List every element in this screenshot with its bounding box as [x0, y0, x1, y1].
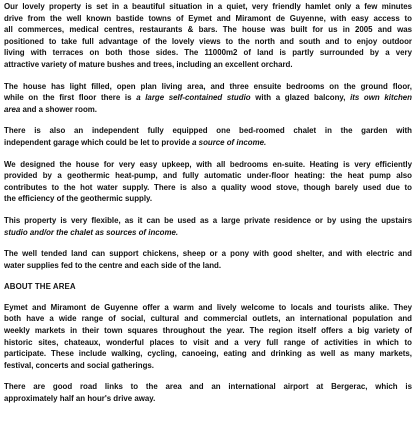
italic-emphasis: a large self-contained studio — [136, 93, 251, 103]
text-line: positioned to take full advantage of the lovely views to the north and south and to enjoy outdoor — [4, 36, 412, 46]
text-line: Our lovely property is set in a beautiful situation in a quiet, very friendly hamlet only a few minutes — [4, 2, 412, 11]
text-line: studio and/or the chalet as sources of income. — [4, 227, 179, 237]
paragraph-flexibility — [4, 215, 412, 238]
paragraph-transport — [4, 381, 412, 404]
text-span: while on the first floor there is — [4, 93, 137, 103]
text-line: approximately half an hour's drive away. — [4, 394, 156, 404]
text-line: This property is very flexible, as it can be used as a large private residence or by using the upstairs — [4, 215, 412, 225]
text-line: contributes to the hot water supply. There is also a quality wood stove, though barely used due to — [4, 182, 412, 192]
italic-emphasis: its own kitchen — [350, 93, 413, 103]
text-line: attractive variety of mature bushes and trees, including an excellent orchard. — [4, 59, 293, 69]
text-line: the efficiency of the geothermic supply. — [4, 194, 153, 204]
paragraph-land — [4, 248, 412, 271]
text-line: provided by a geothermic heat-pump, and fully automatic under-floor heating: the heat pump also — [4, 171, 412, 181]
italic-emphasis: area — [4, 104, 21, 114]
paragraph-house-layout — [4, 81, 412, 116]
text-line — [4, 137, 412, 149]
text-line: drive from the well known bastide towns of Eymet and Miramont de Guyenne, with easy access to — [4, 13, 412, 23]
text-line: water supplies fed to the centre and each side of the land. — [4, 260, 222, 270]
paragraph-property-intro — [4, 1, 412, 71]
text-line: living with terraces on both those sides. The 11000m2 of land is partly surrounded by a very — [4, 48, 412, 58]
text-line: The house has light filled, open plan living area, and three ensuite bedrooms on the ground floor, — [4, 81, 412, 91]
text-line: Eymet and Miramont de Guyenne offer a warm and lively welcome to locals and tourists alike. They — [4, 302, 412, 312]
text-line: weekly markets in their town squares throughout the year. The region itself offers a big variety of — [4, 326, 412, 336]
text-span: independent garage which could be let to provide — [4, 137, 193, 147]
text-line — [4, 104, 412, 116]
text-line: There is also an independent fully equipped one bed-roomed chalet in the garden with — [4, 126, 412, 136]
text-line: participate. These include walking, cycling, canoeing, eating and drinking as well as many markets, — [4, 349, 412, 359]
text-line: both have a wide range of social, cultural and commercial outlets, an international population and — [4, 314, 412, 324]
text-line — [4, 92, 412, 104]
text-line: festival, concerts and social gatherings. — [4, 360, 154, 370]
text-line: There are good road links to the area and an international airport at Bergerac, which is — [4, 382, 412, 392]
section-heading: ABOUT THE AREA — [4, 282, 76, 292]
text-line: We designed the house for very easy upkeep, with all bedrooms en-suite. Heating is very efficiently — [4, 159, 412, 169]
text-line: historic sites, chateaux, wonderful places to visit and a very full range of activities in which to — [4, 337, 412, 347]
text-line: all commerces, medical centres, restaurants & bars. The house was built for us in 2005 and was — [4, 25, 412, 35]
paragraph-area — [4, 302, 412, 372]
paragraph-heating — [4, 159, 412, 205]
text-span: with a glazed balcony, — [250, 93, 351, 103]
italic-emphasis: a source of income. — [192, 137, 267, 147]
text-line: The well tended land can support chickens, sheep or a pony with good shelter, and with electric and — [4, 249, 412, 259]
paragraph-chalet — [4, 125, 412, 148]
text-span: and a shower room. — [20, 104, 97, 114]
